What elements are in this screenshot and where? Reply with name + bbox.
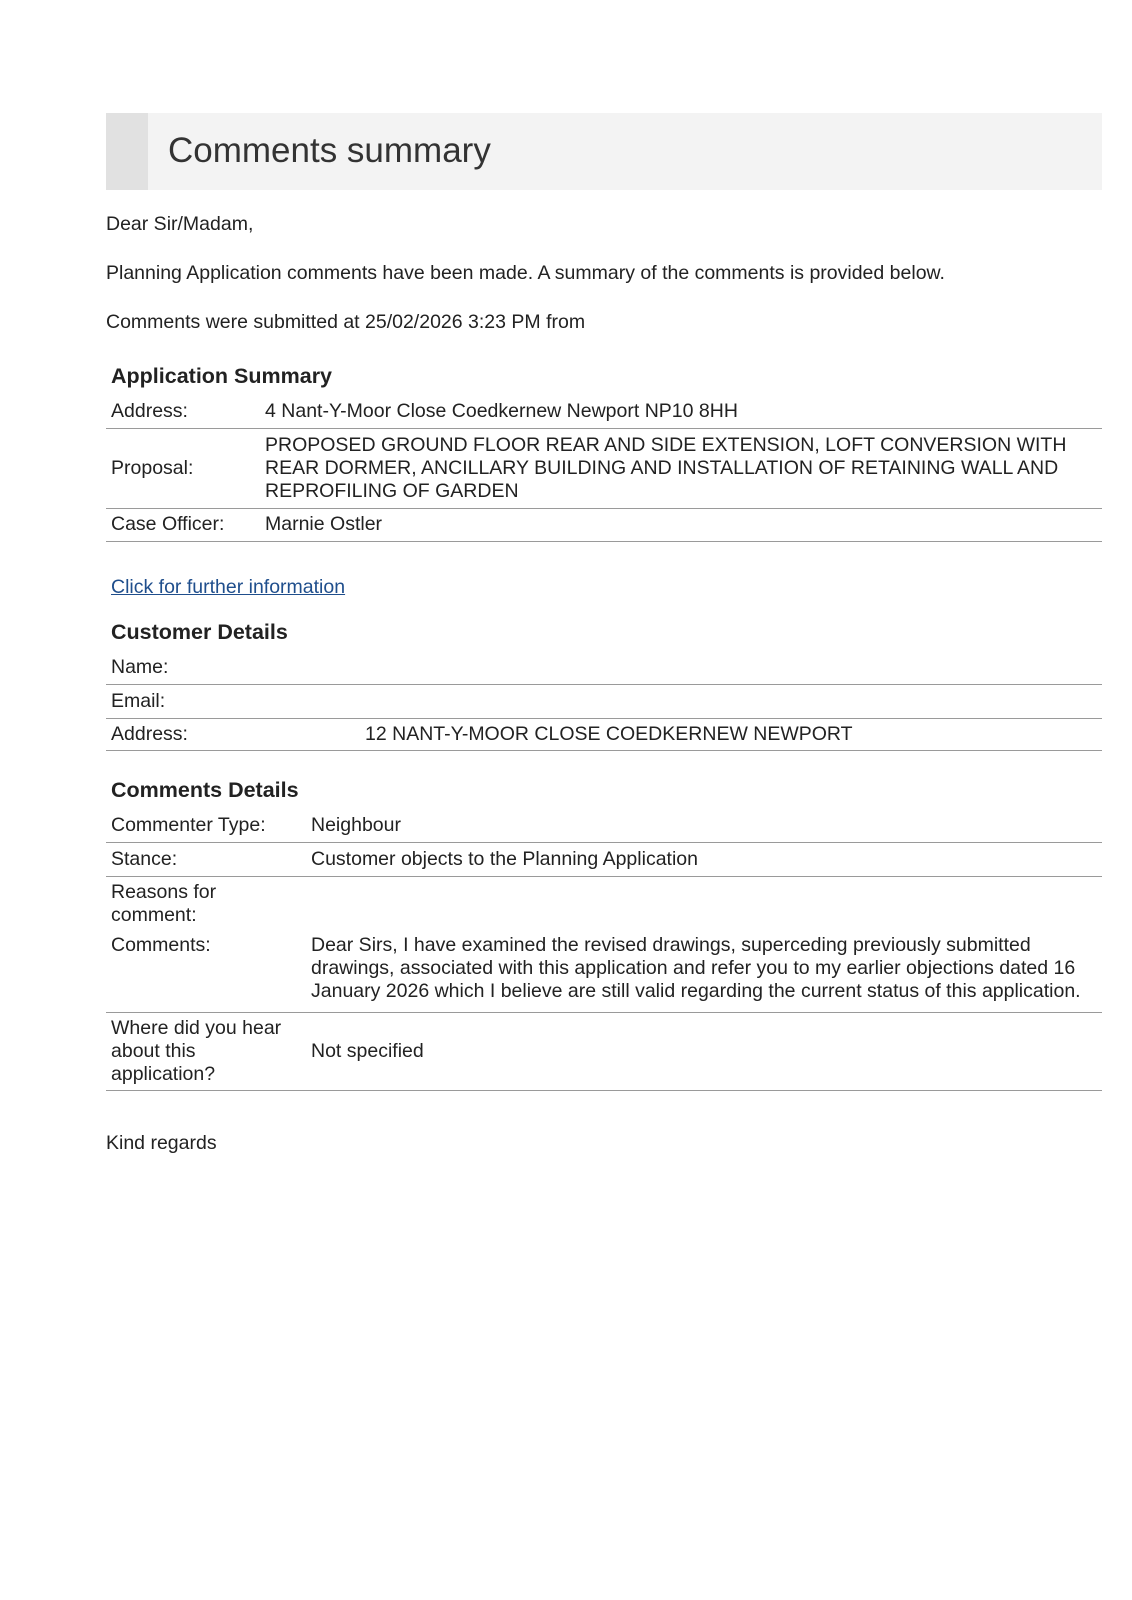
table-row xyxy=(106,684,1102,718)
banner-accent-bar xyxy=(106,113,148,190)
email-label: Email: xyxy=(111,689,166,712)
reasons-label: Reasons for comment: xyxy=(111,880,217,926)
comments-details-table xyxy=(106,810,1102,1091)
stance-label: Stance: xyxy=(111,847,178,870)
email-value xyxy=(365,684,1102,718)
case-officer-value: Marnie Ostler xyxy=(265,513,383,535)
submitted-line: Comments were submitted at 25/02/2026 3:23 PM from xyxy=(106,311,586,333)
customer-details-title: Customer Details xyxy=(111,620,288,644)
greeting: Dear Sir/Madam, xyxy=(106,213,254,235)
address-value: 4 Nant-Y-Moor Close Coedkernew Newport NP10 8HH xyxy=(265,400,738,423)
table-row xyxy=(106,396,1102,428)
reasons-value xyxy=(311,876,1102,930)
table-row xyxy=(106,810,1102,842)
comments-value: Dear Sirs, I have examined the revised drawings, superceding previously submitted drawings, associated with this application and refer you to my earlier objections dated 16 January 2026 which I believe are still valid regarding the current status of this application. xyxy=(311,934,1081,1002)
closing-text: Kind regards xyxy=(106,1132,217,1154)
source-value: Not specified xyxy=(311,1039,424,1062)
further-information-link[interactable]: Click for further information xyxy=(111,576,346,598)
case-officer-label: Case Officer: xyxy=(111,513,225,535)
application-summary-title: Application Summary xyxy=(111,364,333,388)
name-value xyxy=(365,652,1102,684)
customer-details-table xyxy=(106,652,1102,751)
table-row xyxy=(106,428,1102,508)
application-summary-table xyxy=(106,396,1102,542)
table-row xyxy=(106,842,1102,876)
address-label: Address: xyxy=(111,400,188,423)
commenter-type-value: Neighbour xyxy=(311,814,401,837)
title-banner xyxy=(106,113,1102,190)
proposal-label: Proposal: xyxy=(111,456,194,479)
table-row xyxy=(106,1012,1102,1090)
table-row xyxy=(106,508,1102,541)
table-row xyxy=(106,718,1102,750)
source-label: Where did you hear about this application? xyxy=(111,1016,282,1085)
table-row xyxy=(106,930,1102,1012)
comments-label: Comments: xyxy=(111,934,211,956)
page-title: Comments summary xyxy=(168,131,491,170)
comments-details-title: Comments Details xyxy=(111,778,299,802)
customer-address-value: 12 NANT-Y-MOOR CLOSE COEDKERNEW NEWPORT xyxy=(365,722,853,745)
name-label: Name: xyxy=(111,656,169,679)
table-row xyxy=(106,876,1102,930)
proposal-value: PROPOSED GROUND FLOOR REAR AND SIDE EXTENSION, LOFT CONVERSION WITH REAR DORMER, ANCILLARY BUILDING AND INSTALLATION OF RETAINING WALL AND REPROFILING OF GARDEN xyxy=(265,433,1067,502)
intro-line: Planning Application comments have been made. A summary of the comments is provided below. xyxy=(106,262,945,284)
commenter-type-label: Commenter Type: xyxy=(111,814,266,837)
stance-value: Customer objects to the Planning Application xyxy=(311,847,698,870)
table-row xyxy=(106,652,1102,684)
customer-address-label: Address: xyxy=(111,722,188,745)
